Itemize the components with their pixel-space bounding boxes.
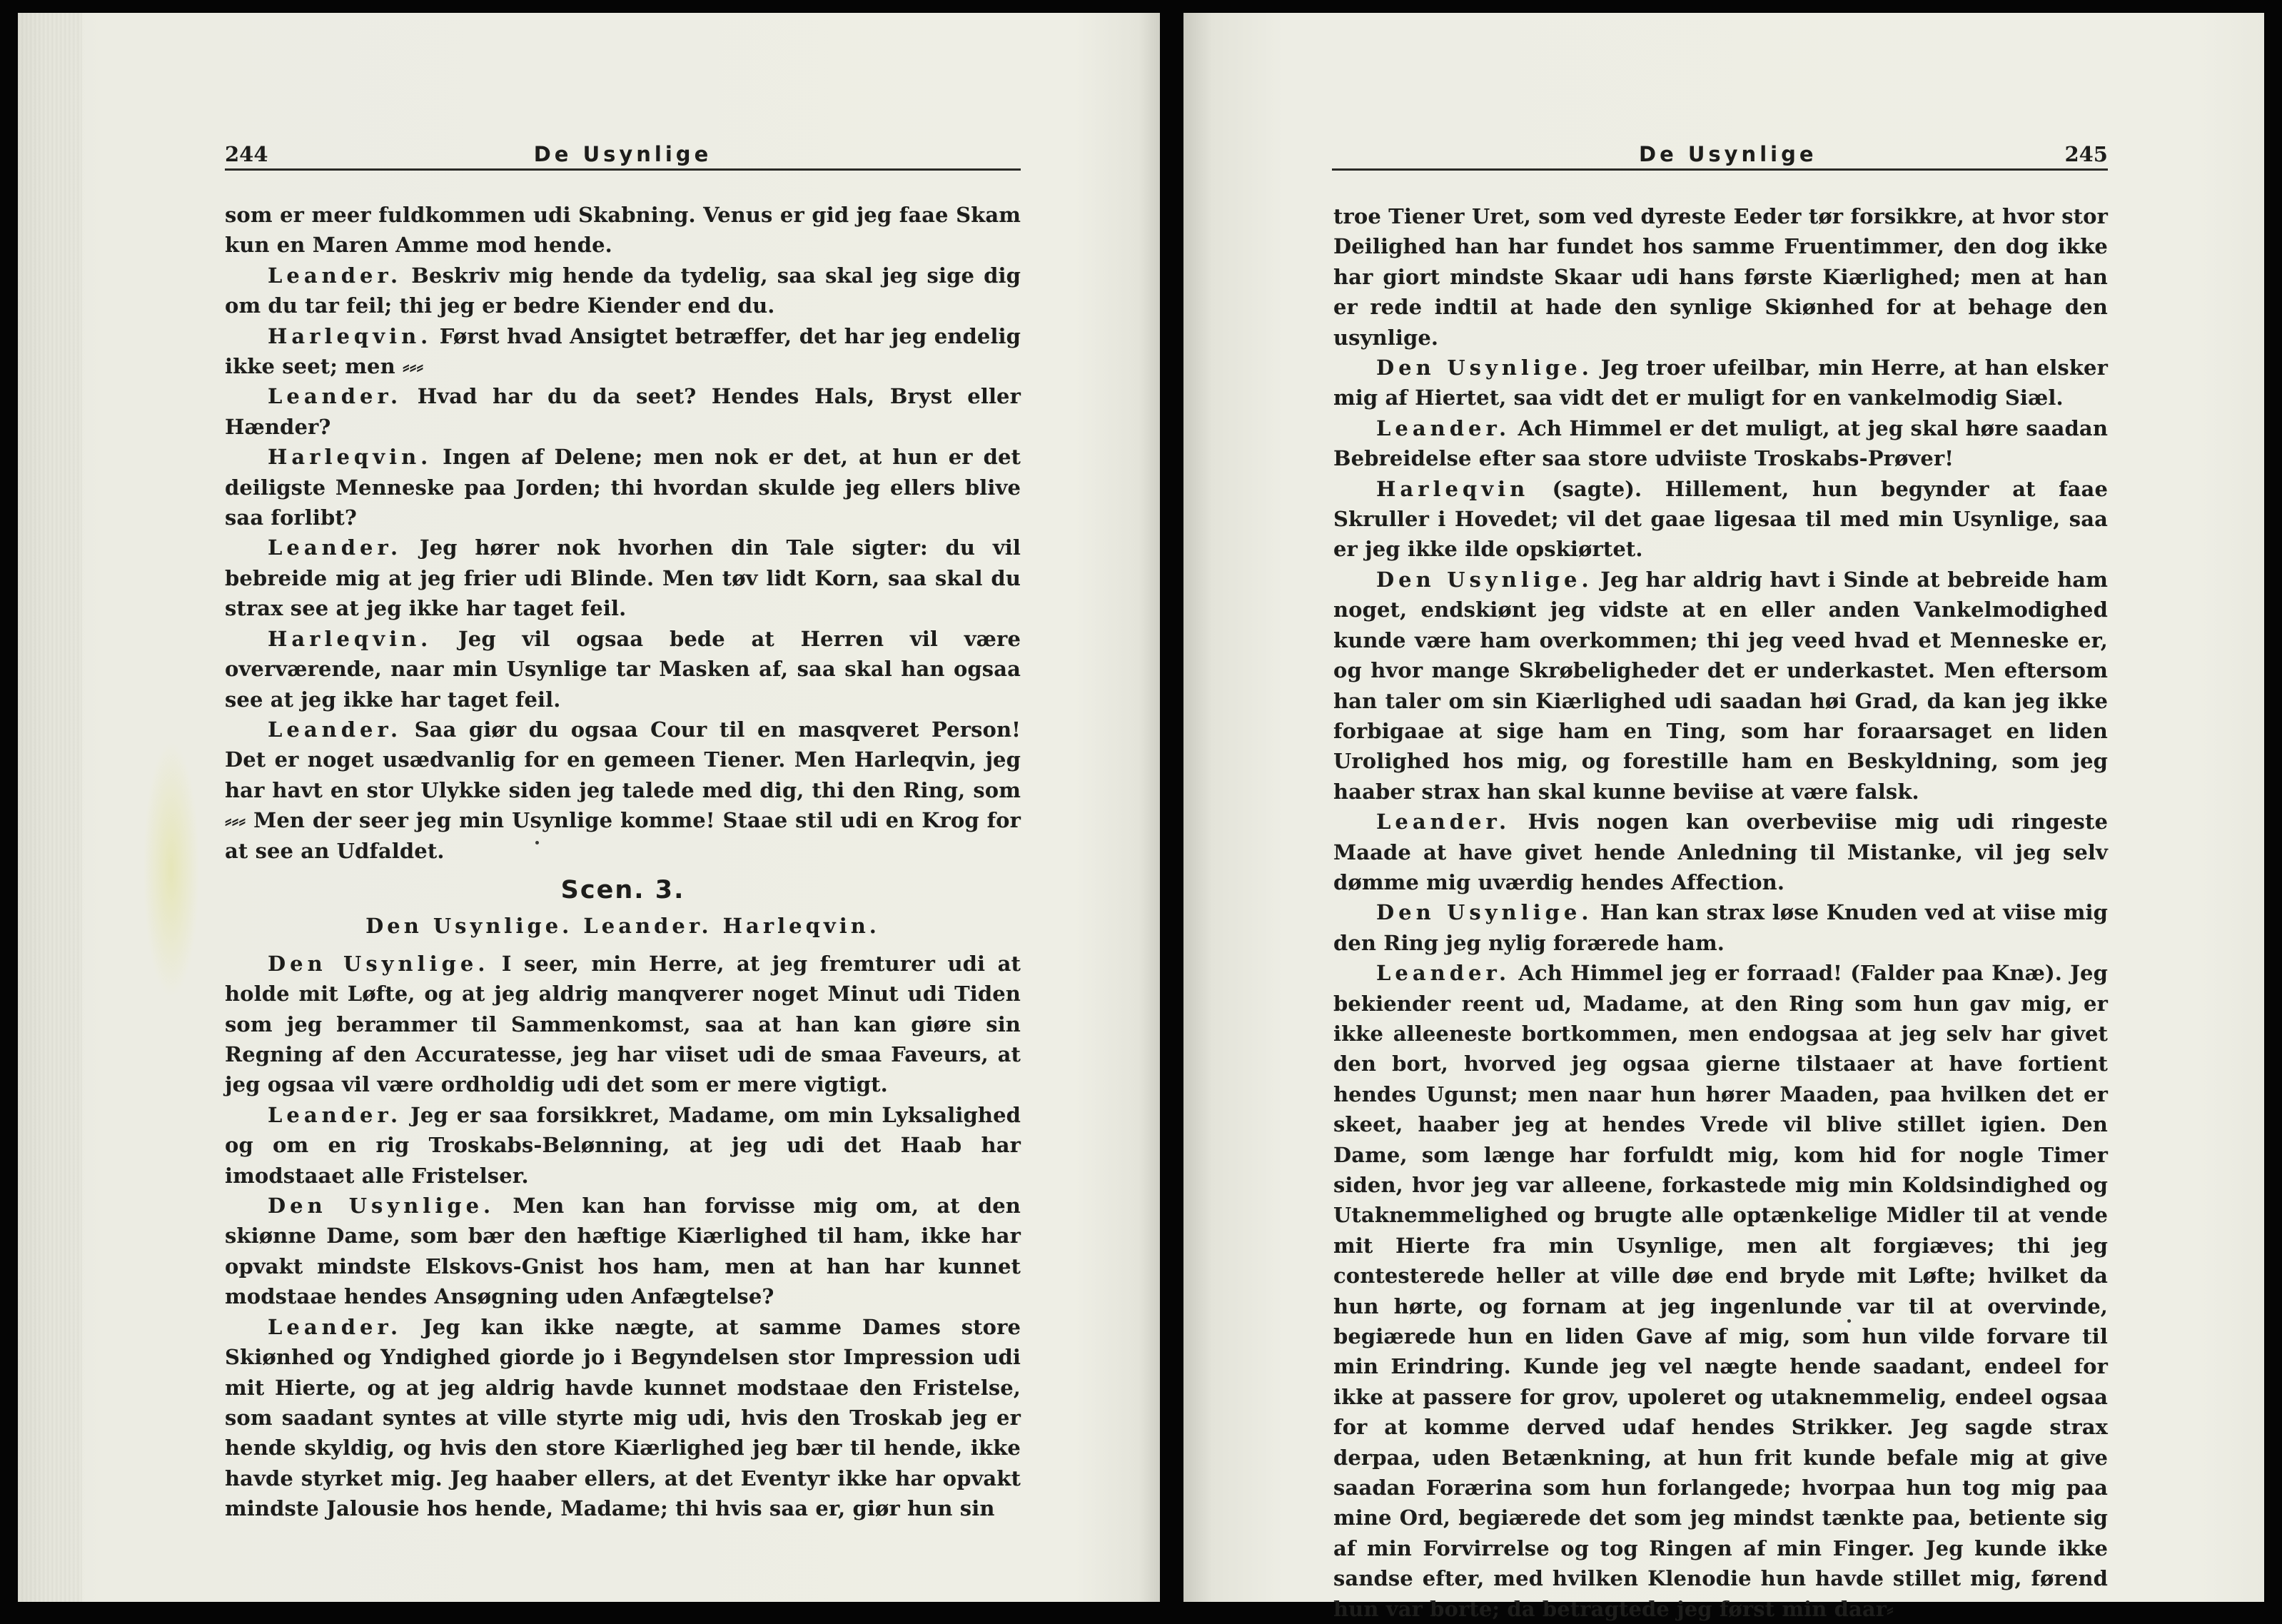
paragraph	[1333, 897, 2108, 958]
left-text-block-bottom	[225, 949, 1021, 1524]
right-page	[1183, 13, 2264, 1621]
speaker-name: Leander.	[268, 717, 403, 742]
paragraph	[1333, 565, 2108, 807]
paragraph	[1333, 353, 2108, 413]
page-edge-shading	[18, 13, 82, 1602]
right-page-header	[1332, 140, 2108, 171]
paragraph	[225, 200, 1021, 261]
right-text-block	[1333, 201, 2108, 1624]
paragraph	[225, 715, 1021, 866]
paragraph-text: Jeg er saa forsikkret, Madame, om min Lyksalighed og om en rig Troskabs-Belønning, at jeg udi det Haab har imodstaaet alle Fristelser.	[225, 1102, 1021, 1188]
speaker-name: Harleqvin.	[268, 626, 433, 651]
paragraph	[1333, 413, 2108, 474]
paragraph-text: Saa giør du ogsaa Cour til en masqveret Person! Det er noget usædvanlig for en gemeen Tiener. Men Harleqvin, jeg har havt en stor Ulykke siden jeg talede med dig, thi den Ring, som ⸗⸗⸗ Men der seer jeg min Usynlige komme! Staae stil udi en Krog for at see an Udfaldet.	[225, 717, 1021, 863]
paragraph-text: (sagte). Hillement, hun begynder at faae Skruller i Hovedet; vil det gaae ligesaa til med min Usynlige, saa er jeg ikke ilde opskiørtet.	[1333, 476, 2108, 562]
paragraph-text: som er meer fuldkommen udi Skabning. Venus er gid jeg faae Skam kun en Maren Amme mod hende.	[225, 203, 1021, 258]
paragraph-text: Jeg troer ufeilbar, min Herre, at han elsker mig af Hiertet, saa vidt det er muligt for en vankelmodig Siæl.	[1333, 355, 2108, 410]
paragraph	[225, 624, 1021, 715]
paper-stain	[143, 741, 200, 998]
left-page-header	[225, 140, 1021, 171]
left-page	[18, 13, 1160, 1602]
paragraph-text: Jeg har aldrig havt i Sinde at bebreide ham noget, endskiønt jeg vidste at en eller anden Vankelmodighed kunde være ham overkommen; thi jeg veed hvad et Menneske er, og hvor mange Skrøbeligheder det er underkastet. Men eftersom han taler om sin Kiærlighed udi saadan høi Grad, da kan jeg ikke forbigaae at sige ham en Ting, som har foraarsaget en liden Urolighed hos mig, og forestille ham en Beskyldning, som jeg haaber strax han skal kunne beviise at være falsk.	[1333, 567, 2108, 804]
speaker-name: Den Usynlige.	[1376, 900, 1593, 925]
paragraph	[225, 1312, 1021, 1524]
speaker-name: Den Usynlige.	[268, 1194, 495, 1219]
paragraph-text: Først hvad Ansigtet betræffer, det har jeg endelig ikke seet; men ⸗⸗⸗	[225, 323, 1021, 379]
speaker-name: Leander.	[1376, 810, 1511, 834]
paragraph-text: Ach Himmel jeg er forraad! (Falder paa Knæ). Jeg bekiender reent ud, Madame, at den Ring som hun gav mig, er ikke alleeneste bortkommen, men endogsaa at jeg selv har givet den bort, hvorved jeg ogsaa gierne tilstaaer at have fortient hendes Ugunst; men naar hun hører Maaden, paa hvilken det er skeet, haaber jeg at hendes Vrede vil blive stillet igien. Den Dame, som længe har forfuldt mig, kom hid for nogle Timer siden, hvor jeg var alleene, forkastede mig min Koldsindighed og Utaknemmelighed og brugte alle optænkelige Midler til at vende mit Hierte fra min Usynlige, men alt forgiæves; thi jeg contesterede heller at ville døe end bryde mit Løfte; hvilket da hun hørte, og fornam at jeg ingenlunde var til at overvinde, begiærede hun en liden Gave af mig, som hun vilde forvare til min Erindring. Kunde jeg vel nægte hende saadant, endeel for ikke at passere for grov, upoleret og utaknemmelig, endeel ogsaa for at komme derved udaf hendes Strikker. Jeg sagde strax derpaa, uden Betænkning, at hun frit kunde befale mig at give saadan Forærina som hun forlangede; hvorpaa hun tog mig paa mine Ord, begiærede det som jeg mindst tænkte paa, betiente sig af min Forvirrelse og tog Ringen af min Finger. Jeg kunde ikke sandse efter, med hvilken Klenodie hun havde stillet mig, førend hun var borte; da betragtede jeg først min daar⸗	[1333, 961, 2108, 1621]
paragraph	[1333, 201, 2108, 353]
paragraph-text: I seer, min Herre, at jeg fremturer udi at holde mit Løfte, og at jeg aldrig manqverer noget Minut udi Tiden som jeg berammer til Sammenkomst, saa at han kan giøre sin Regning af den Accuratesse, jeg har viiset udi de smaa Faveurs, at jeg ogsaa vil være ordholdig udi det som er mere vigtigt.	[225, 951, 1021, 1097]
scene-title: Scen. 3.	[560, 876, 685, 904]
right-page-number: 245	[2064, 142, 2108, 166]
paragraph-text: Beskriv mig hende da tydelig, saa skal jeg sige dig om du tar feil; thi jeg er bedre Kiender end du.	[225, 263, 1021, 318]
paragraph	[225, 533, 1021, 623]
right-running-title: De Usynlige	[1639, 142, 1817, 166]
paragraph-text: Jeg kan ikke nægte, at samme Dames store Skiønhed og Yndighed giorde jo i Begyndelsen stor Impression udi mit Hierte, og at jeg aldrig havde kunnet modstaae den Fristelse, som saadant syntes at ville styrte mig udi, hvis den Troskab jeg er hende skyldig, og hvis den store Kiærlighed jeg bær til hende, ikke havde styrket mig. Jeg haaber ellers, at det Eventyr ikke har opvakt mindste Jalousie hos hende, Madame; thi hvis saa er, giør hun sin	[225, 1314, 1021, 1521]
paragraph-text: Men kan han forvisse mig om, at den skiønne Dame, som bær den hæftige Kiærlighed til ham, ikke har opvakt mindste Elskovs-Gnist hos ham, men at han har kunnet modstaae hendes Ansøgning uden Anfægtelse?	[225, 1194, 1021, 1309]
paragraph	[225, 321, 1021, 382]
paragraph	[225, 949, 1021, 1100]
paper-speck	[1847, 1319, 1851, 1323]
speaker-name: Den Usynlige.	[268, 951, 490, 976]
paragraph-text: Jeg hører nok hvorhen din Tale sigter: du vil bebreide mig at jeg frier udi Blinde. Men tøv lidt Korn, saa skal du strax see at jeg ikke har taget feil.	[225, 535, 1021, 621]
paragraph	[1333, 807, 2108, 897]
paragraph	[225, 1191, 1021, 1312]
left-running-title: De Usynlige	[533, 142, 712, 166]
paper-speck	[535, 841, 539, 844]
speaker-name: Leander.	[268, 384, 403, 409]
paragraph-text: Hvis nogen kan overbeviise mig udi ringeste Maade at have givet hende Anledning til Mistanke, vil jeg selv dømme mig uværdig hendes Affection.	[1333, 810, 2108, 894]
speaker-name: Leander.	[268, 535, 403, 560]
paragraph-text: Han kan strax løse Knuden ved at viise mig den Ring jeg nylig forærede ham.	[1333, 900, 2108, 955]
speaker-name: Leander.	[268, 263, 403, 288]
left-page-number: 244	[225, 142, 268, 166]
paragraph	[225, 261, 1021, 321]
speaker-name: Harleqvin	[1376, 476, 1530, 501]
speaker-name: Leander.	[268, 1102, 403, 1127]
paragraph	[225, 1100, 1021, 1191]
paragraph-text: Ingen af Delene; men nok er det, at hun er det deiligste Menneske paa Jorden; thi hvordan skulde jeg ellers blive saa forlibt?	[225, 445, 1021, 530]
speaker-name: Harleqvin.	[268, 323, 433, 348]
speaker-name: Leander.	[1376, 961, 1511, 986]
paragraph-text: Hvad har du da seet? Hendes Hals, Bryst eller Hænder?	[225, 384, 1021, 439]
left-text-block-scene	[225, 854, 1021, 1524]
paragraph	[1333, 958, 2108, 1624]
left-text-block-top	[225, 200, 1021, 866]
paragraph	[225, 381, 1021, 442]
scene-cast: Den Usynlige. Leander. Harleqvin.	[365, 914, 880, 939]
paragraph-text: troe Tiener Uret, som ved dyreste Eeder tør forsikkre, at hvor stor Deilighed han har fundet hos samme Fruentimmer, den dog ikke har giort mindste Skaar udi hans første Kiærlighed; men at han er rede indtil at hade den synlige Skiønhed for at behage den usynlige.	[1333, 204, 2108, 350]
paragraph-text: Jeg vil ogsaa bede at Herren vil være overværende, naar min Usynlige tar Masken af, saa skal han ogsaa see at jeg ikke har taget feil.	[225, 626, 1021, 712]
paragraph	[225, 442, 1021, 533]
speaker-name: Den Usynlige.	[1376, 567, 1593, 592]
speaker-name: Harleqvin.	[268, 445, 433, 470]
speaker-name: Den Usynlige.	[1376, 355, 1593, 380]
paragraph	[1333, 474, 2108, 565]
speaker-name: Leander.	[268, 1314, 403, 1339]
speaker-name: Leander.	[1376, 415, 1511, 440]
paragraph-text: Ach Himmel er det muligt, at jeg skal høre saadan Bebreidelse efter saa store udviiste Troskabs-Prøver!	[1333, 415, 2108, 471]
